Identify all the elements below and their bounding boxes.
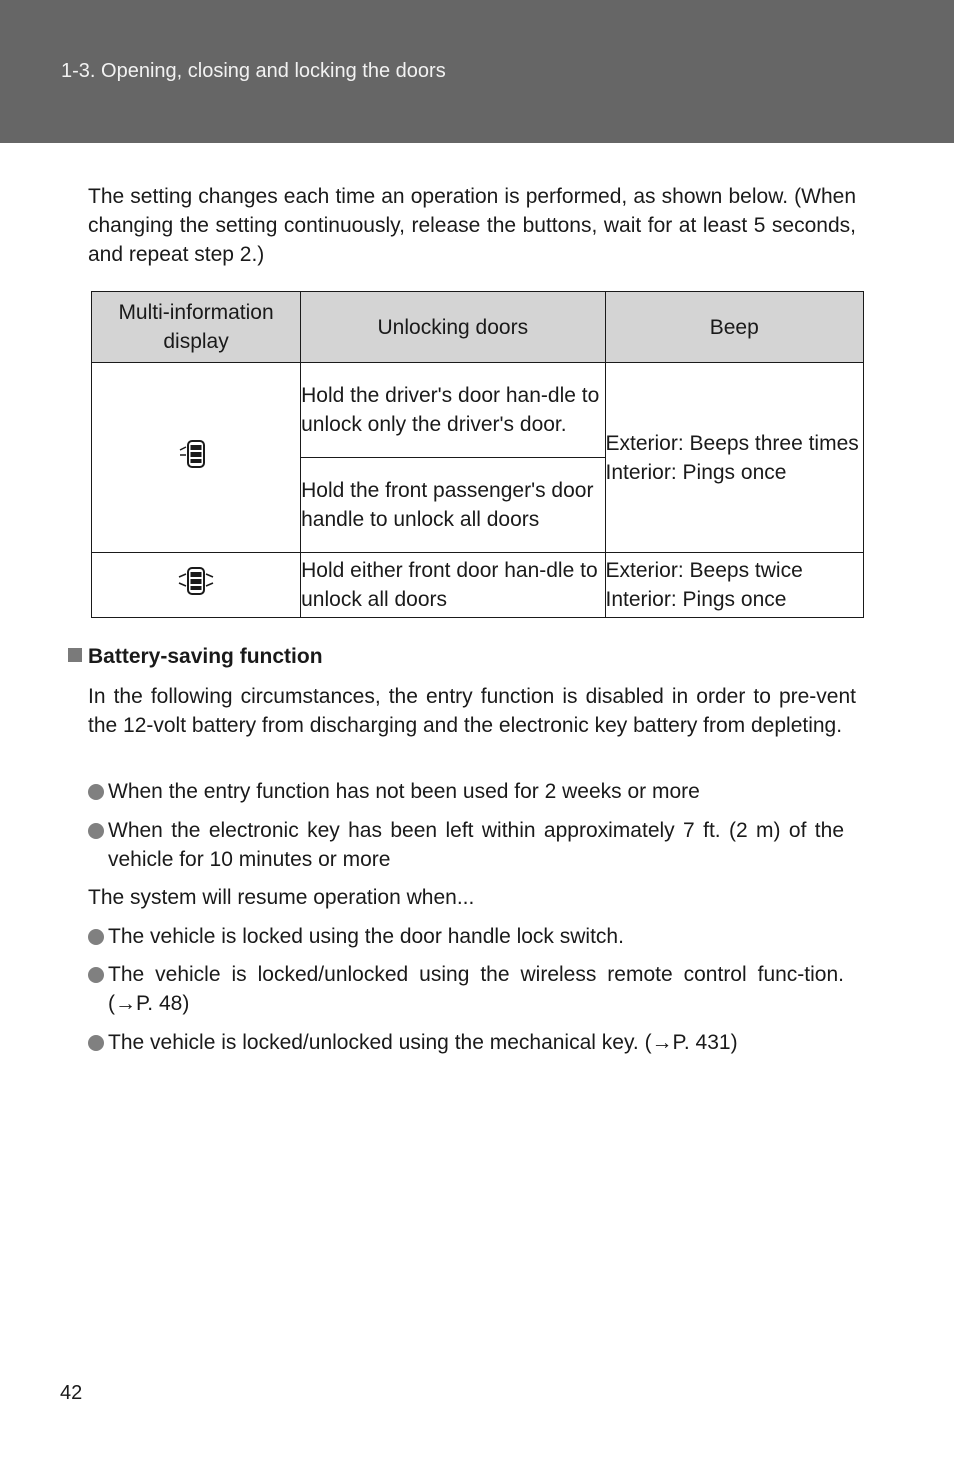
beep-twice-cell: Exterior: Beeps twice Interior: Pings once bbox=[605, 553, 864, 618]
page-number: 42 bbox=[60, 1382, 83, 1404]
display-icon-cell bbox=[92, 553, 301, 618]
header-display: Multi-information display bbox=[92, 292, 301, 363]
list-item: The vehicle is locked/unlocked using the mechanical key. (→P. 431) bbox=[88, 1028, 844, 1057]
beep-three-cell: Exterior: Beeps three times Interior: Pings once bbox=[605, 363, 864, 553]
list-item: When the entry function has not been used for 2 weeks or more bbox=[88, 777, 844, 806]
list-item: The vehicle is locked using the door handle lock switch. bbox=[88, 922, 844, 951]
resume-intro: The system will resume operation when... bbox=[88, 886, 475, 909]
battery-intro: In the following circumstances, the entry function is disabled in order to pre-vent the 12-volt battery from discharging and the electronic key battery from depleting. bbox=[88, 685, 856, 737]
bullet-dot-icon bbox=[88, 929, 104, 945]
table-header-row bbox=[92, 292, 864, 363]
car-driver-door-icon bbox=[178, 436, 214, 472]
header-beep: Beep bbox=[605, 292, 864, 363]
section-breadcrumb: 1-3. Opening, closing and locking the doors bbox=[61, 60, 446, 82]
page-header bbox=[0, 0, 954, 143]
bullet-dot-icon bbox=[88, 823, 104, 839]
car-all-doors-icon bbox=[176, 563, 216, 599]
display-icon-cell bbox=[92, 363, 301, 553]
unlock-all-cell: Hold either front door han-dle to unlock all doors bbox=[301, 553, 605, 618]
square-bullet-icon bbox=[68, 648, 82, 662]
table-row bbox=[92, 553, 864, 618]
battery-section-title bbox=[68, 643, 323, 671]
intro-paragraph: The setting changes each time an operation is performed, as shown below. (When changing the setting continuously, release the buttons, wait for at least 5 seconds, and repeat step 2.) bbox=[88, 185, 856, 266]
list-item: When the electronic key has been left within approximately 7 ft. (2 m) of the vehicle for 10 minutes or more bbox=[88, 816, 844, 874]
list-item: The vehicle is locked/unlocked using the wireless remote control func-tion. (→P. 48) bbox=[88, 960, 844, 1018]
bullet-dot-icon bbox=[88, 784, 104, 800]
unlock-driver-cell: Hold the driver's door han-dle to unlock only the driver's door. bbox=[301, 363, 605, 458]
table-row bbox=[92, 363, 864, 458]
header-unlocking: Unlocking doors bbox=[301, 292, 605, 363]
unlock-passenger-cell: Hold the front passenger's door handle to unlock all doors bbox=[301, 458, 605, 553]
bullet-dot-icon bbox=[88, 967, 104, 983]
battery-title-text: Battery-saving function bbox=[88, 645, 323, 668]
bullet-dot-icon bbox=[88, 1035, 104, 1051]
settings-table bbox=[91, 291, 864, 618]
